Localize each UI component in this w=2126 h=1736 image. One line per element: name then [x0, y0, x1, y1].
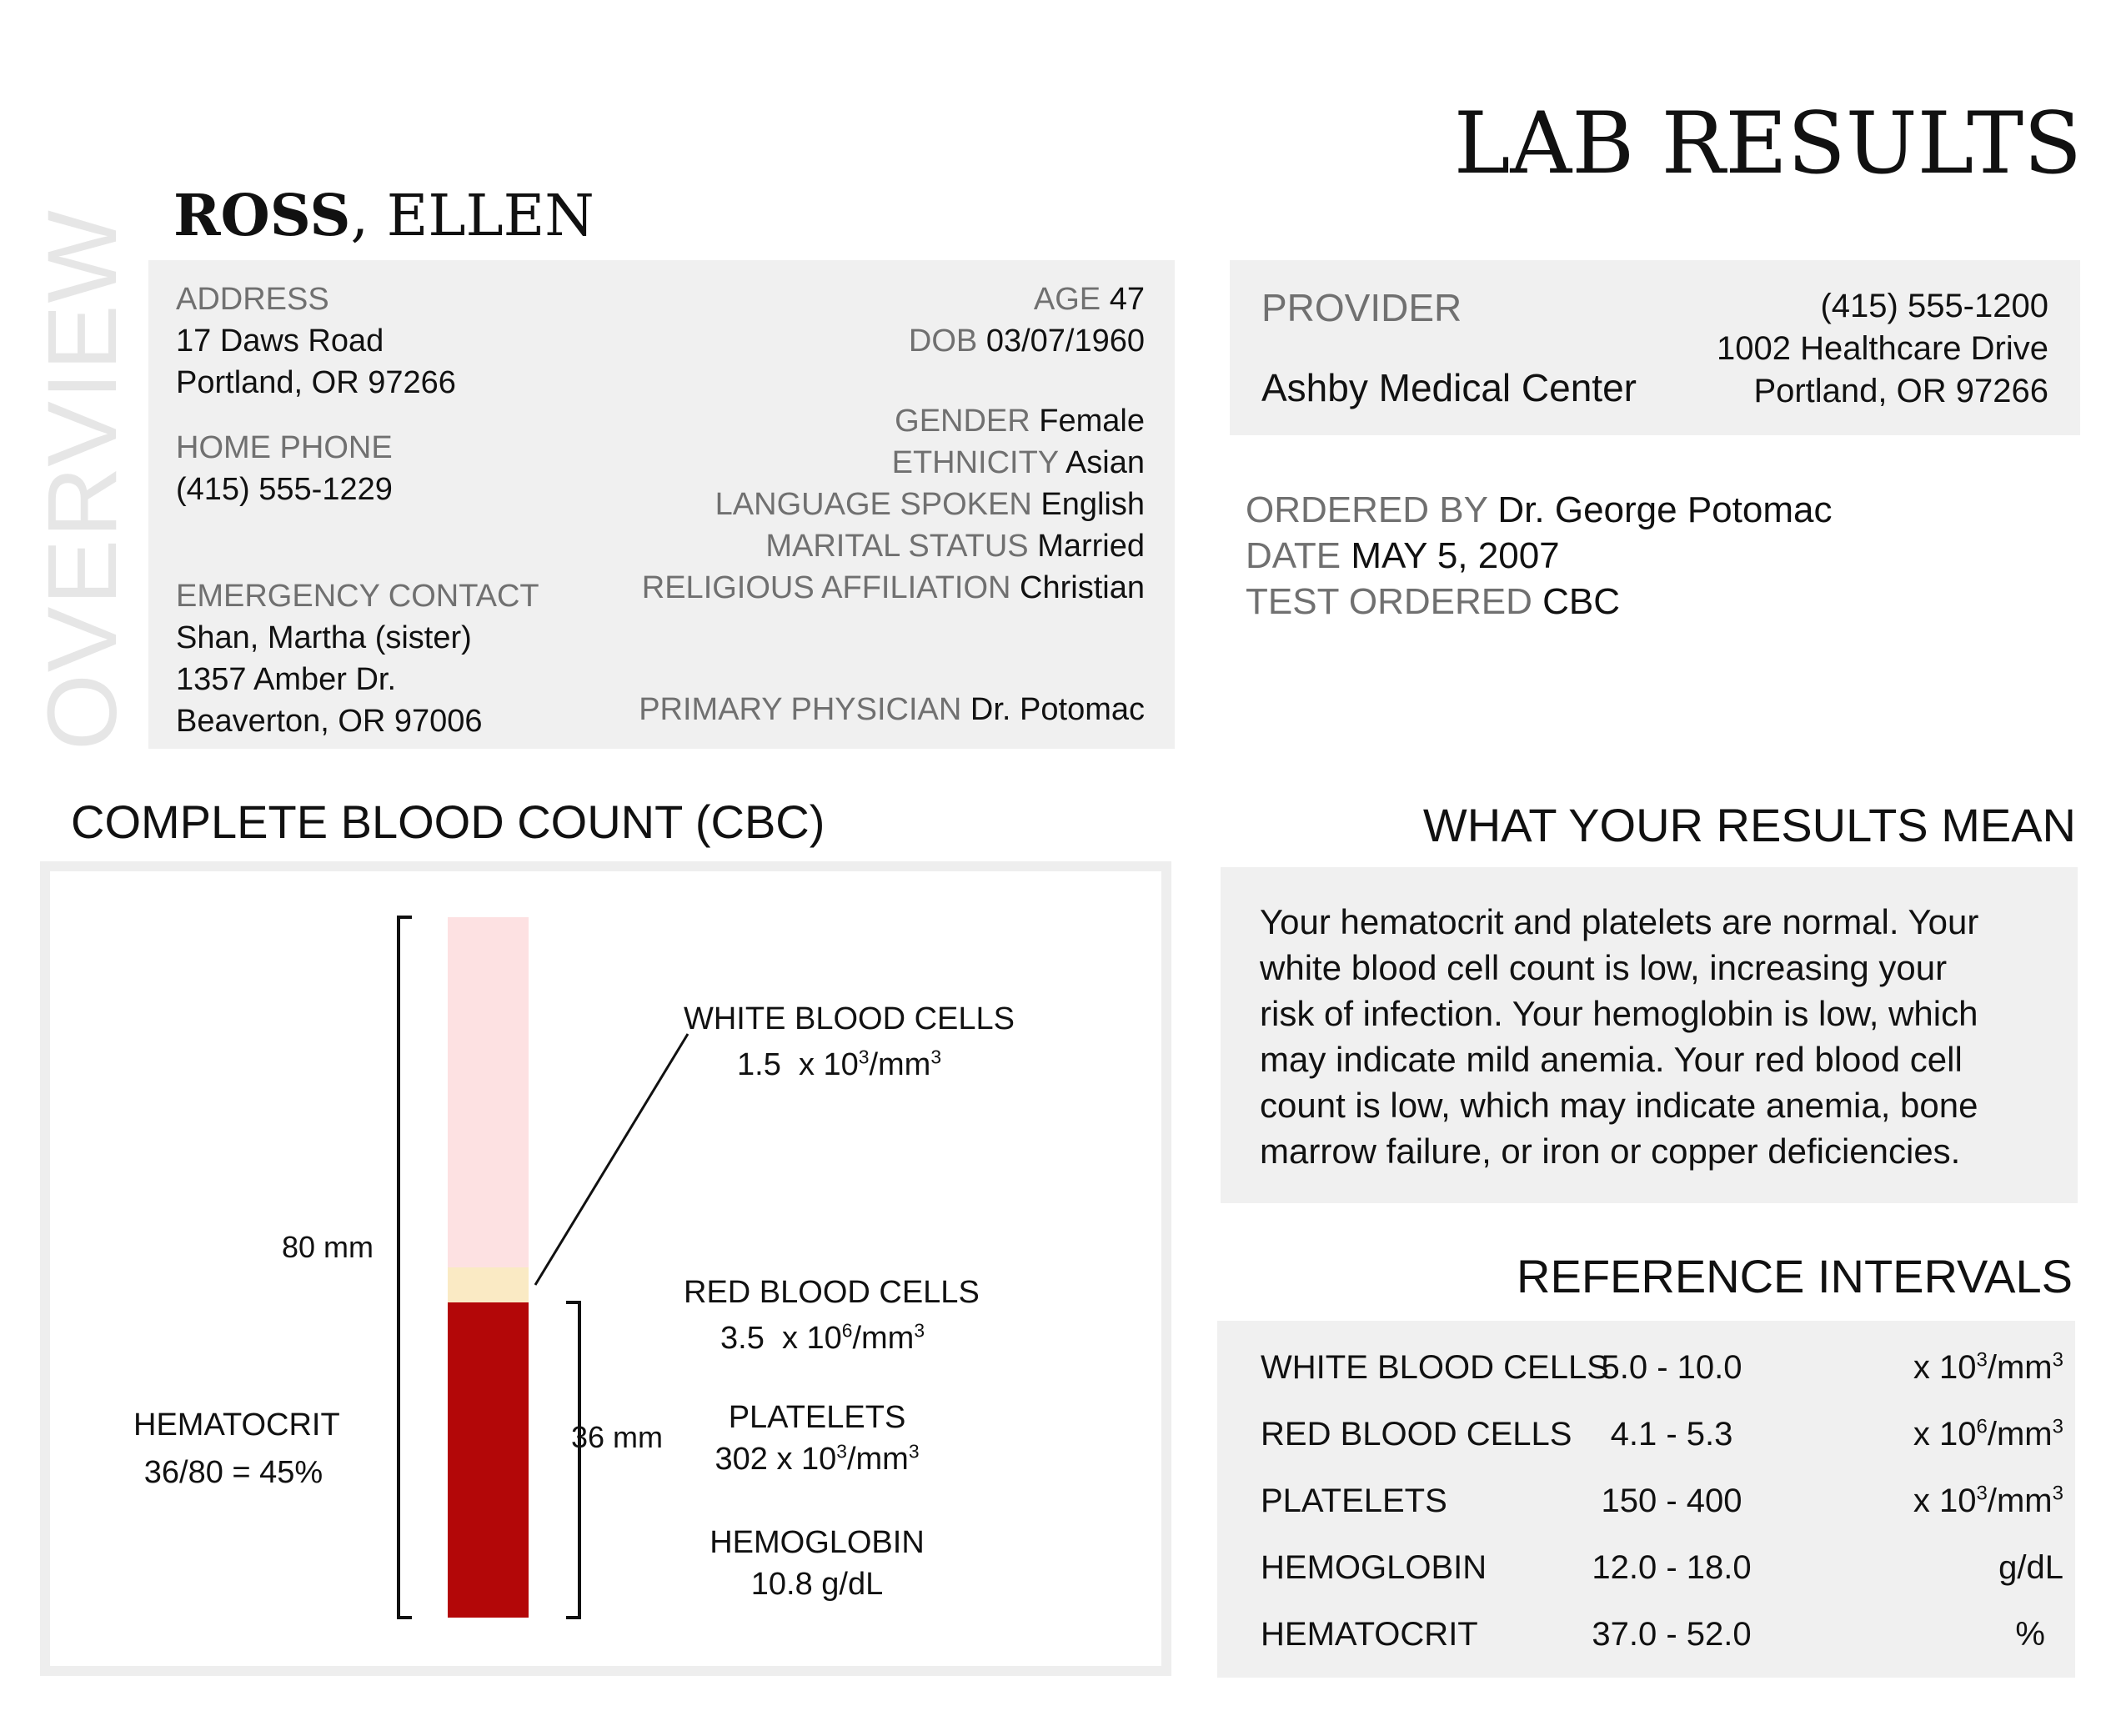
provider-label: PROVIDER — [1261, 286, 1462, 329]
dob-row — [909, 320, 1145, 362]
religion-label: RELIGIOUS AFFILIATION — [641, 570, 1011, 605]
reference-range: 5.0 - 10.0 — [1601, 1349, 1742, 1386]
platelets-result — [692, 1397, 942, 1480]
tube — [448, 917, 529, 1618]
gender-label: GENDER — [895, 404, 1030, 439]
platelets-value: 302 x $10^3/mm^3$ — [715, 1440, 920, 1477]
page-title: LAB RESULTS — [1453, 94, 2082, 193]
emergency-contact-label: EMERGENCY CONTACT — [176, 579, 539, 614]
total-height-bracket — [399, 917, 412, 1618]
meaning-line: Your hematocrit and platelets are normal. Your — [1260, 902, 1979, 941]
demographics-block — [909, 278, 1145, 362]
ordered-by-label: ORDERED BY — [1246, 489, 1488, 530]
hemoglobin-value: 10.8 g/dL — [750, 1567, 884, 1602]
address-line2: Portland, OR 97266 — [176, 365, 456, 400]
reference-test-name: PLATELETS — [1261, 1483, 1447, 1519]
rbc-label: RED BLOOD CELLS — [684, 1275, 980, 1310]
religion-value: Christian — [1020, 570, 1145, 605]
results-meaning-text — [1260, 899, 2053, 1174]
marital-status-label: MARITAL STATUS — [765, 529, 1029, 564]
provider-name: Ashby Medical Center — [1261, 366, 1637, 409]
test-ordered-value: CBC — [1542, 581, 1621, 622]
reference-row — [1217, 1609, 2075, 1659]
demographics-block-2 — [642, 400, 1145, 609]
reference-unit: g/dL — [1998, 1549, 2063, 1586]
reference-row — [1217, 1342, 2075, 1392]
language-value: English — [1040, 487, 1145, 522]
date-label: DATE — [1246, 535, 1341, 576]
patient-name — [173, 183, 594, 249]
address-block — [176, 278, 456, 404]
cbc-heading: COMPLETE BLOOD COUNT (CBC) — [71, 795, 825, 848]
reference-row — [1217, 1543, 2075, 1593]
ordered-by-value: Dr. George Potomac — [1497, 489, 1833, 530]
hemoglobin-label: HEMOGLOBIN — [710, 1525, 925, 1560]
provider-phone: (415) 555-1200 — [1820, 288, 2048, 324]
ordered-by-row — [1246, 487, 1832, 533]
reference-heading: REFERENCE INTERVALS — [1517, 1250, 2073, 1302]
rbc-value: 3.5 x $10^6/mm^3$ — [720, 1319, 925, 1356]
wbc-result — [684, 996, 1015, 1088]
rbc-height-label: 36 mm — [571, 1420, 664, 1454]
rbc-result — [684, 1270, 980, 1362]
hematocrit-block — [133, 1402, 340, 1497]
provider-contact — [1717, 285, 2048, 413]
reference-range: 12.0 - 18.0 — [1592, 1549, 1752, 1586]
wbc-leader-line — [535, 1034, 688, 1285]
tube-segment-red — [448, 1302, 529, 1618]
reference-range: 4.1 - 5.3 — [1610, 1416, 1733, 1453]
primary-physician-row — [639, 689, 1145, 730]
test-ordered-label: TEST ORDERED — [1246, 581, 1532, 622]
meaning-line: marrow failure, or iron or copper deficiencies. — [1260, 1131, 1961, 1171]
primary-physician-value: Dr. Potomac — [970, 692, 1145, 727]
order-details — [1246, 487, 1832, 625]
platelets-label: PLATELETS — [728, 1400, 906, 1435]
cbc-chart-box — [40, 861, 1171, 1676]
name-separator: , — [350, 183, 369, 249]
dob-label: DOB — [908, 324, 978, 359]
test-ordered-row — [1246, 579, 1832, 625]
rbc-height-bracket — [566, 1302, 579, 1618]
home-phone-value: (415) 555-1229 — [176, 472, 393, 507]
emergency-contact-line2: Beaverton, OR 97006 — [176, 704, 483, 739]
patient-info-panel — [148, 260, 1175, 749]
wbc-label: WHITE BLOOD CELLS — [684, 1001, 1015, 1036]
religion-row — [642, 567, 1145, 609]
home-phone-block — [176, 427, 393, 510]
reference-test-name: HEMATOCRIT — [1261, 1616, 1478, 1653]
reference-row — [1217, 1409, 2075, 1459]
address-line1: 17 Daws Road — [176, 324, 384, 359]
primary-physician-label: PRIMARY PHYSICIAN — [639, 692, 962, 727]
gender-value: Female — [1039, 404, 1145, 439]
reference-range: 150 - 400 — [1601, 1483, 1742, 1519]
ethnicity-value: Asian — [1065, 445, 1145, 480]
language-label: LANGUAGE SPOKEN — [715, 487, 1032, 522]
tube-segment-plasma — [448, 917, 529, 1267]
meaning-line: risk of infection. Your hemoglobin is low, which — [1260, 994, 1978, 1033]
meaning-line: white blood cell count is low, increasing your — [1260, 948, 1948, 987]
date-value: MAY 5, 2007 — [1351, 535, 1560, 576]
home-phone-label: HOME PHONE — [176, 430, 393, 465]
patient-first-name: ELLEN — [386, 183, 594, 249]
reference-unit: x $10^3/mm^3$ — [1913, 1348, 2063, 1386]
reference-unit: x $10^3/mm^3$ — [1913, 1482, 2063, 1519]
date-row — [1246, 533, 1832, 579]
reference-table — [1217, 1321, 2075, 1678]
tube-segment-buffy — [448, 1267, 529, 1302]
provider-address2: Portland, OR 97266 — [1753, 373, 2048, 409]
provider-address1: 1002 Healthcare Drive — [1717, 330, 2048, 367]
cbc-tube-chart — [50, 871, 1161, 1666]
emergency-contact-name: Shan, Martha (sister) — [176, 620, 472, 655]
emergency-contact-line1: 1357 Amber Dr. — [176, 662, 397, 697]
reference-range: 37.0 - 52.0 — [1592, 1616, 1752, 1653]
gender-row — [642, 400, 1145, 442]
ethnicity-label: ETHNICITY — [891, 445, 1059, 480]
hematocrit-formula: 36/80 = 45% — [143, 1455, 323, 1490]
overview-section-label: OVERVIEW — [28, 208, 138, 750]
reference-row — [1217, 1476, 2075, 1526]
age-label: AGE — [1033, 282, 1101, 317]
language-row — [642, 484, 1145, 525]
marital-status-row — [642, 525, 1145, 567]
reference-test-name: RED BLOOD CELLS — [1261, 1416, 1572, 1453]
reference-test-name: HEMOGLOBIN — [1261, 1549, 1487, 1586]
address-label: ADDRESS — [176, 282, 329, 317]
total-height-label: 80 mm — [281, 1230, 374, 1264]
reference-unit: % — [2015, 1616, 2045, 1653]
emergency-contact-block — [176, 575, 539, 742]
results-meaning-heading: WHAT YOUR RESULTS MEAN — [1422, 799, 2076, 851]
ethnicity-row — [642, 442, 1145, 484]
meaning-line: may indicate mild anemia. Your red blood cell — [1260, 1040, 1963, 1079]
age-row — [909, 278, 1145, 320]
meaning-line: count is low, which may indicate anemia, bone — [1260, 1086, 1978, 1125]
patient-last-name: ROSS — [173, 183, 351, 249]
hematocrit-label: HEMATOCRIT — [133, 1407, 340, 1442]
reference-test-name: WHITE BLOOD CELLS — [1261, 1349, 1609, 1386]
results-meaning-panel — [1221, 867, 2078, 1203]
hemoglobin-result — [692, 1522, 942, 1605]
dob-value: 03/07/1960 — [985, 324, 1145, 359]
provider-panel — [1230, 260, 2080, 435]
age-value: 47 — [1109, 282, 1145, 317]
reference-unit: x $10^6/mm^3$ — [1913, 1415, 2063, 1453]
wbc-value: 1.5 x $10^3/mm^3$ — [737, 1046, 942, 1082]
marital-status-value: Married — [1037, 529, 1145, 564]
